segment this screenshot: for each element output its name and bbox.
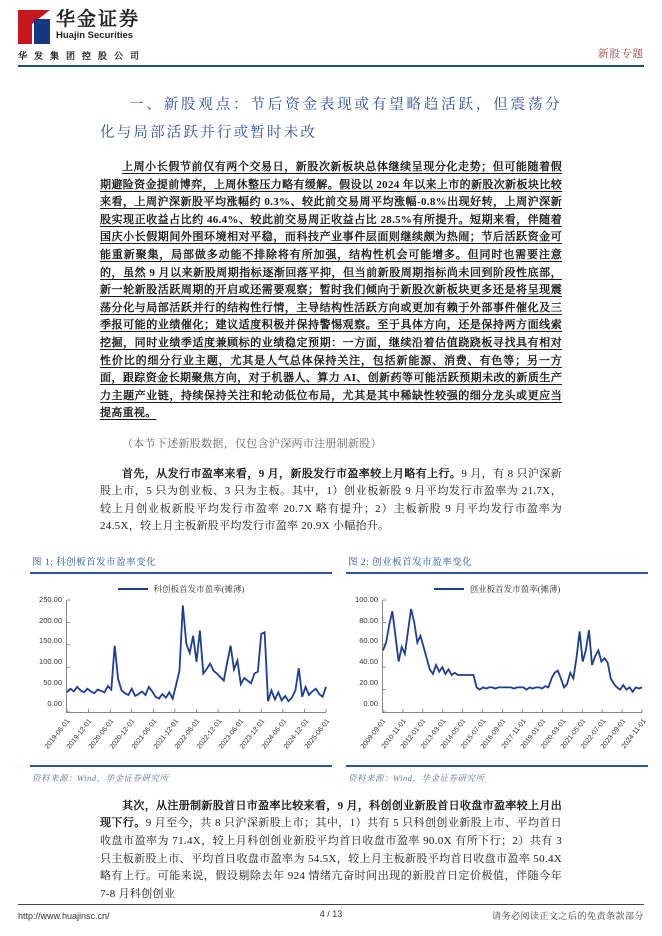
footer-url-link[interactable]: http://www.huajinsc.cn/ [18,911,110,921]
brand-block [18,10,146,62]
figure-1 [30,552,332,786]
paragraph-note: （本节下述新股数据，仅包含沪深两市注册制新股） [122,437,382,450]
paragraph-issue-pe-rest: 9 月，有 8 只沪深新股上市，5 只为创业板、3 只为主板。其中，1）创业板新股 9 月平均发行市盈率为 21.7X，较上月创业板新股平均发行市盈率 20.7X 略有提升；2）主板新股 9 月平均发行市盈率为 24.5X，较上月主板新股平均发行市盈率 20.9X 小幅抬升。 [100,467,562,533]
x-axis-labels: 2009-09-01 2010-11-01 2012-01-01 2013-03-01 2014-05-01 2015-07-01 2016-09-01 2017-11-01 2019-01-01 2020-03-01 2021-05-01 2022-07-01 2023-09-01 2024-11-01 [359,717,648,751]
huajin-logo-icon [18,10,50,44]
report-header [18,10,644,67]
brand-subtitle: 华发集团控股公司 [18,51,147,61]
footer-disclaimer: 请务必阅读正文之后的免责条款部分 [491,911,644,921]
y-axis-labels: 250.00 200.00 150.00 100.00 50.00 0.00 [39,594,62,708]
figure-2-source: 资料来源：Wind，华金证券研究所 [346,765,648,786]
series-line [383,609,642,692]
paragraph-weekly-view: 上周小长假节前仅有两个交易日，新股次新板块总体继续呈现分化走势；但可能随着假期避险资金提前博弈，上周休整压力略有缓解。假设以 2024 年以来上市的新股次新板块比较来看，上周沪深新股平均涨幅约 0.3%、较此前交易周平均涨幅-0.8%出现好转，上周沪深新股实现正收益占比约 46.4%、较此前交易周正收益占比 28.5%有所提升。短期来看，伴随着国庆小长假期间外围环境相对平稳，而科技产业事件层面则继续颇为热闹；节后活跃资金可能重新聚集，局部做多动能不排除将有所加强，结构性机会可能增多。但同时也需要注意的，虽然 9 月以来新股周期指标逐渐回落平抑，但当前新股周期指标尚未回到阶段性底部，新一轮新股活跃周期的开启或还需要观察；暂时我们倾向于新股次新板块更多还是将呈现震荡分化与局部活跃并行的结构性行情，主导结构性活跃方向或更加有赖于外部事件催化及三季报可能的业绩催化；建议适度积极并保持警惕观察。至于具体方向，还是保持两方面线索挖掘，同时业绩季适度兼顾标的业绩稳定预期：一方面，继续沿着估值跷跷板寻找具有相对性价比的细分行业主题，尤其是人气总体保持关注，包括新能源、消费、有色等；另一方面，跟踪资金长期聚焦方向，对于机器人、算力 AI、创新药等可能活跃预期未改的新质生产力主题产业链，持续保持关注和轮动低位布局，尤其是其中稀缺性较强的细分龙头或更应当提高重视。 [100,161,562,420]
paragraph-firstday-pe [100,798,562,904]
figure-1-chart [30,583,332,765]
chart-legend [30,583,332,595]
figures-row [30,552,648,786]
figure-2 [346,552,648,786]
y-axis-labels: 100.00 80.00 60.00 40.00 20.00 0.00 [355,594,378,708]
figure-1-source: 资料来源：Wind，华金证券研究所 [30,765,332,786]
chart-plot-area [382,600,642,713]
legend-line-swatch [118,588,148,591]
legend-label: 科创板首发市盈率(摊薄) [153,583,245,594]
figure-1-title: 图 1: 科创板首发市盈率变化 [30,552,332,574]
chart-legend [346,583,648,595]
paragraph-issue-pe [100,466,562,536]
figure-2-title: 图 2: 创业板首发市盈率变化 [346,552,648,574]
footer-page-number: 4 / 13 [319,909,343,919]
brand-name-cn: 华金证券 [56,9,141,30]
series-line [67,605,326,701]
legend-line-swatch [434,588,464,591]
paragraph-firstday-pe-lead: 其次，从注册制新股首日市盈率比较来看，9 月，科创创业新股首日收盘市盈率较上月出现下行。 [100,799,562,830]
x-axis-labels: 2019-06-01 2019-12-01 2020-06-01 2020-12-01 2021-06-01 2021-12-01 2022-06-01 2022-12-01 2023-06-01 2023-12-01 2024-06-01 2024-12-01 2025-06-01 [43,717,332,751]
chart-plot-area [66,600,326,713]
legend-label: 创业板首发市盈率(摊薄) [469,583,561,594]
paragraph-issue-pe-lead: 首先，从发行市盈率来看，9 月，新股发行市盈率较上月略有上行。 [122,467,462,480]
report-topic-tag: 新股专题 [598,49,644,60]
section-title: 一、新股观点：节后资金表现或有望略趋活跃，但震荡分化与局部活跃并行或暂时未改 [100,97,562,141]
brand-name-en: Huajin Securities [56,30,134,41]
paragraph-firstday-pe-rest: 9 月至今，共 8 只沪深新股上市；其中，1）共有 5 只科创创业新股上市、平均首日收盘市盈率为 71.4X，较上月科创创业新股平均首日收盘市盈率 90.0X 有所下行；2）共有 3 只主板新股上市、平均首日收盘市盈率为 54.5X，较上月主板新股平均首日收盘市盈率 50.4X 略有上行。可能来说，假设剔除去年 924 情绪亢奋时间出现的新股首日定价极值，伴随今年 7-8 月科创创业 [100,817,562,900]
figure-2-chart [346,583,648,765]
page-footer [18,904,644,922]
